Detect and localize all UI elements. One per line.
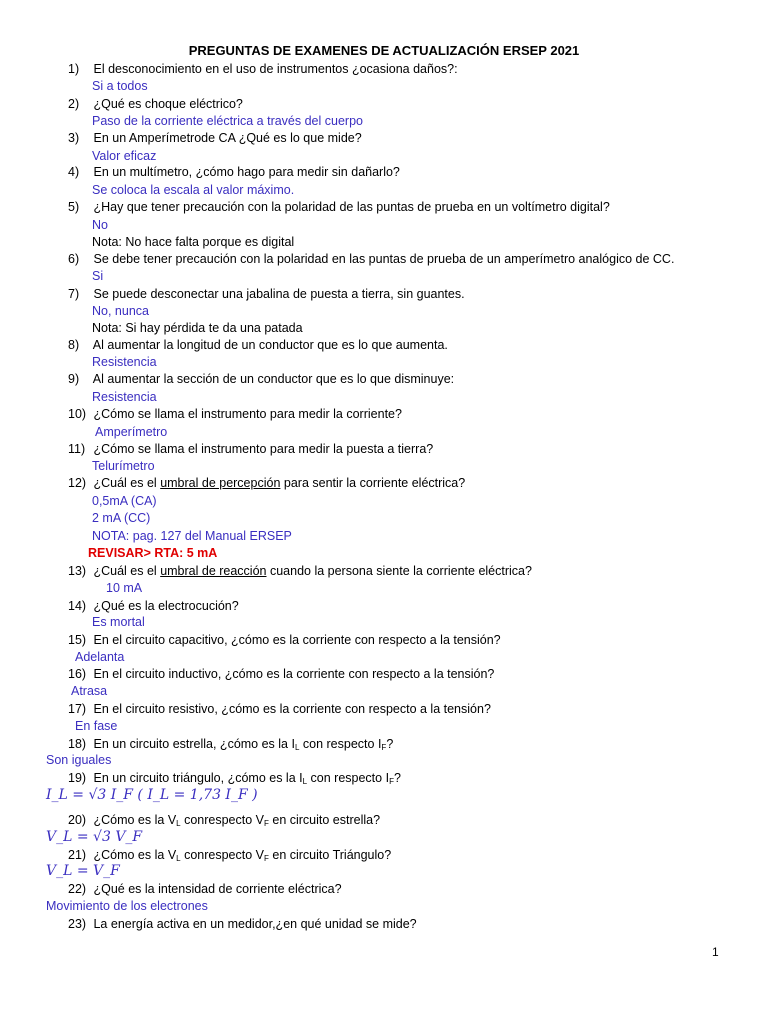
answer-18: Son iguales [46,753,112,767]
question-3: 3) En un Amperímetrode CA ¿Qué es lo que mide? [68,131,362,145]
question-12: 12) ¿Cuál es el umbral de percepción para sentir la corriente eléctrica? [68,476,466,490]
answer-12-ca: 0,5mA (CA) [92,494,157,508]
question-6: 6) Se debe tener precaución con la polaridad en las puntas de prueba de un amperímetro analógico de CC. [68,252,675,266]
note-12: NOTA: pag. 127 del Manual ERSEP [92,529,292,543]
question-7: 7) Se puede desconectar una jabalina de puesta a tierra, sin guantes. [68,287,465,301]
answer-16: Atrasa [71,684,108,698]
formula-19: I_L = √3 I_F ( I_L = 1,73 I_F ) [46,787,258,803]
question-19: 19) En un circuito triángulo, ¿cómo es la $I_L$ con respecto $I_F$? [68,771,401,786]
note-5: Nota: No hace falta porque es digital [92,235,295,249]
answer-10: Amperímetro [95,425,168,439]
answer-6: Si [92,269,104,283]
question-18: 18) En un circuito estrella, ¿cómo es la $I_L$ con respecto $I_F$? [68,737,394,752]
page-title: PREGUNTAS DE EXAMENES DE ACTUALIZACIÓN ERSEP 2021 [188,43,580,58]
answer-3: Valor eficaz [92,149,157,163]
question-13: 13) ¿Cuál es el umbral de reacción cuando la persona siente la corriente eléctrica? [68,564,532,578]
answer-15: Adelanta [75,650,125,664]
answer-4: Se coloca la escala al valor máximo. [92,183,295,197]
formula-20: V_L = √3 V_F [46,829,143,845]
review-note-12: REVISAR> RTA: 5 mA [88,546,218,560]
answer-12-cc: 2 mA (CC) [92,511,151,525]
question-5: 5) ¿Hay que tener precaución con la polaridad de las puntas de prueba en un voltímetro digital? [68,200,610,214]
question-2: 2) ¿Qué es choque eléctrico? [68,97,243,111]
question-21: 21) ¿Cómo es la $V_L$ conrespecto $V_F$ en circuito Triángulo? [68,848,392,863]
answer-1: Si a todos [92,79,148,93]
note-7: Nota: Si hay pérdida te da una patada [92,321,303,335]
question-23: 23) La energía activa en un medidor,¿en qué unidad se mide? [68,917,417,931]
answer-14: Es mortal [92,615,145,629]
question-14: 14) ¿Qué es la electrocución? [68,599,239,613]
question-17: 17) En el circuito resistivo, ¿cómo es la corriente con respecto a la tensión? [68,702,491,716]
answer-2: Paso de la corriente eléctrica a través del cuerpo [92,114,363,128]
question-16: 16) En el circuito inductivo, ¿cómo es la corriente con respecto a la tensión? [68,667,495,681]
question-15: 15) En el circuito capacitivo, ¿cómo es la corriente con respecto a la tensión? [68,633,501,647]
answer-8: Resistencia [92,355,157,369]
question-4: 4) En un multímetro, ¿cómo hago para medir sin dañarlo? [68,165,400,179]
question-1: 1) El desconocimiento en el uso de instrumentos ¿ocasiona daños?: [68,62,458,76]
answer-13: 10 mA [106,581,143,595]
question-20: 20) ¿Cómo es la $V_L$ conrespecto $V_F$ en circuito estrella? [68,813,381,828]
answer-5: No [92,218,108,232]
answer-7: No, nunca [92,304,149,318]
answer-11: Telurímetro [92,459,155,473]
page-number: 1 [712,945,719,959]
answer-9: Resistencia [92,390,157,404]
question-9: 9) Al aumentar la sección de un conductor que es lo que disminuye: [68,372,455,386]
answer-17: En fase [75,719,118,733]
formula-21: V_L = V_F [46,863,120,879]
question-10: 10) ¿Cómo se llama el instrumento para medir la corriente? [68,407,402,421]
answer-22: Movimiento de los electrones [46,899,208,913]
question-11: 11) ¿Cómo se llama el instrumento para medir la puesta a tierra? [68,442,434,456]
question-22: 22) ¿Qué es la intensidad de corriente eléctrica? [68,882,342,896]
question-8: 8) Al aumentar la longitud de un conductor que es lo que aumenta. [68,338,448,352]
